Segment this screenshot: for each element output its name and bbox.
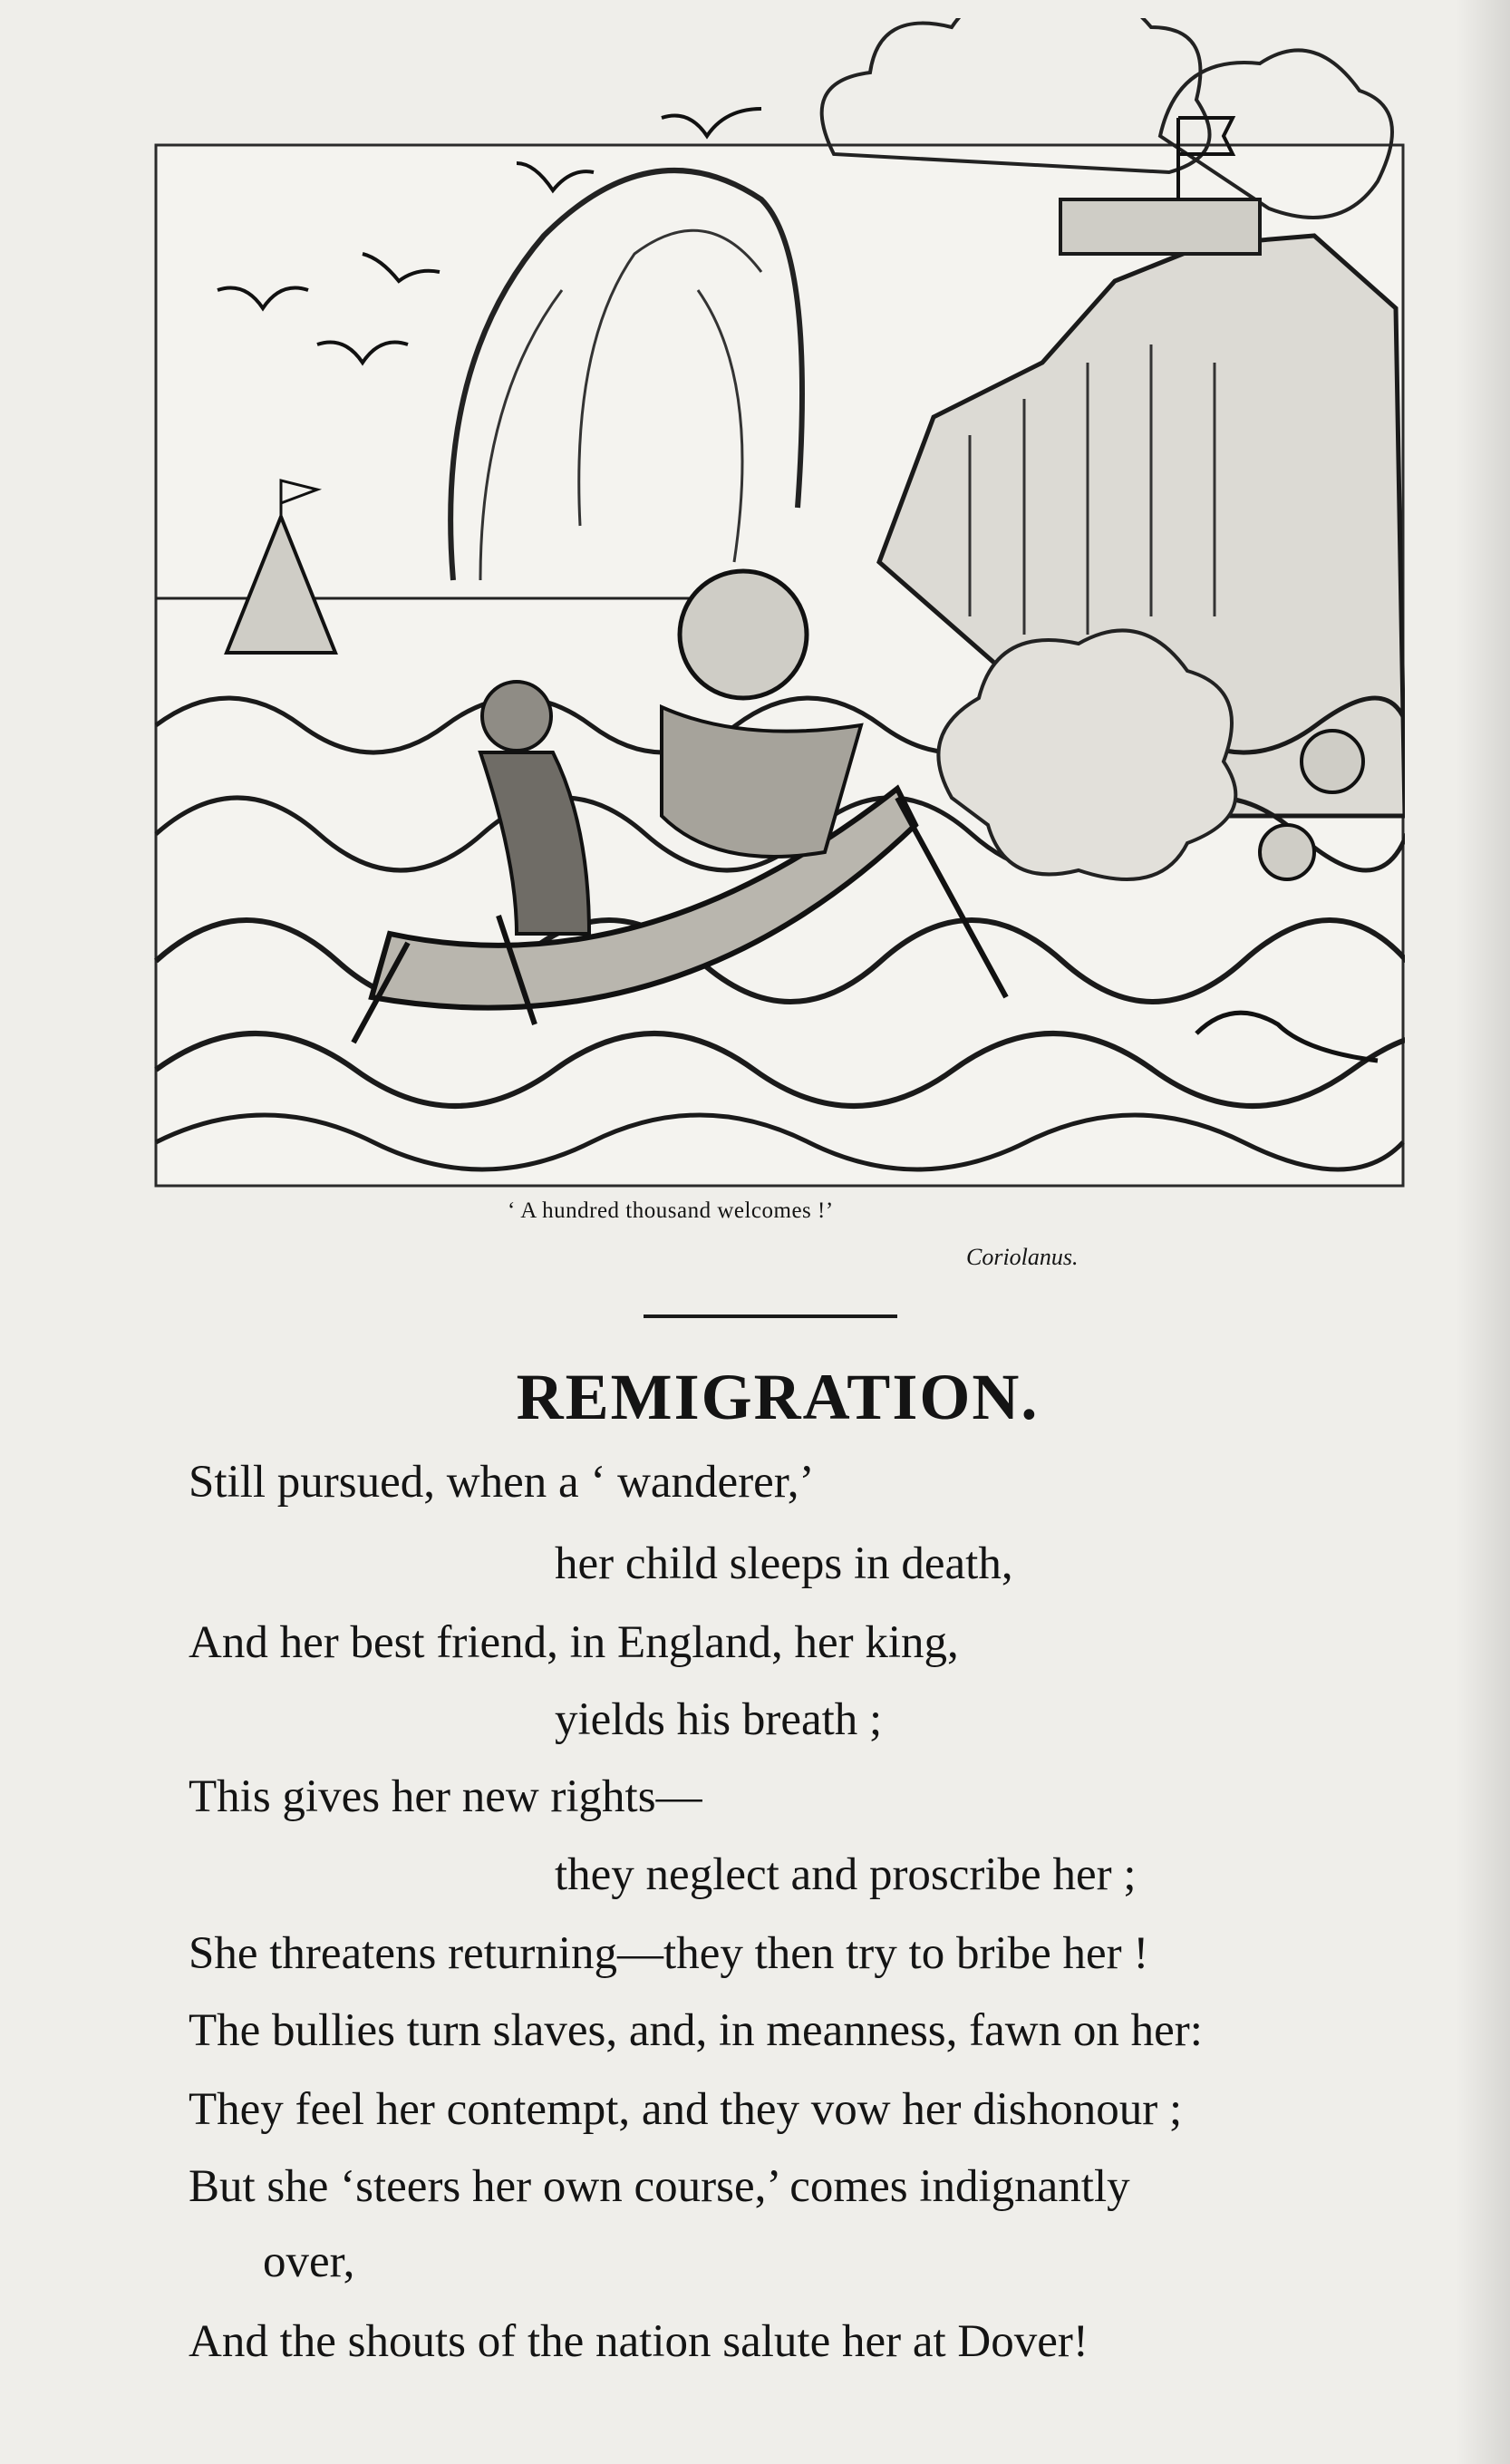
poem-line: This gives her new rights— [189,1771,702,1822]
poem-line: Still pursued, when a ‘ wanderer,’ [189,1457,815,1508]
poem-line: over, [263,2236,355,2287]
poem-line: And the shouts of the nation salute her at Dover! [189,2316,1089,2367]
divider-rule [644,1314,897,1318]
page-edge-shadow [1456,0,1510,2464]
poem-title: REMIGRATION. [516,1361,1040,1433]
poem-line: She threatens returning—they then try to bribe her ! [189,1928,1149,1979]
poem-line: And her best friend, in England, her king, [189,1617,959,1668]
sea-boat-cliff-engraving-icon [154,18,1405,1188]
caption-attribution: Coriolanus. [966,1244,1079,1270]
poem-line: her child sleeps in death, [555,1538,1013,1589]
poem-line: They feel her contempt, and they vow her dishonour ; [189,2084,1183,2135]
poem-line: yields his breath ; [555,1694,883,1745]
poem-line: But she ‘steers her own course,’ comes indignantly [189,2161,1130,2212]
illustration-caption: ‘ A hundred thousand welcomes !’ [508,1198,834,1223]
engraving-illustration [154,18,1405,1188]
poem-line: The bullies turn slaves, and, in meanness, fawn on her: [189,2005,1203,2056]
poem-line: they neglect and proscribe her ; [555,1849,1137,1900]
